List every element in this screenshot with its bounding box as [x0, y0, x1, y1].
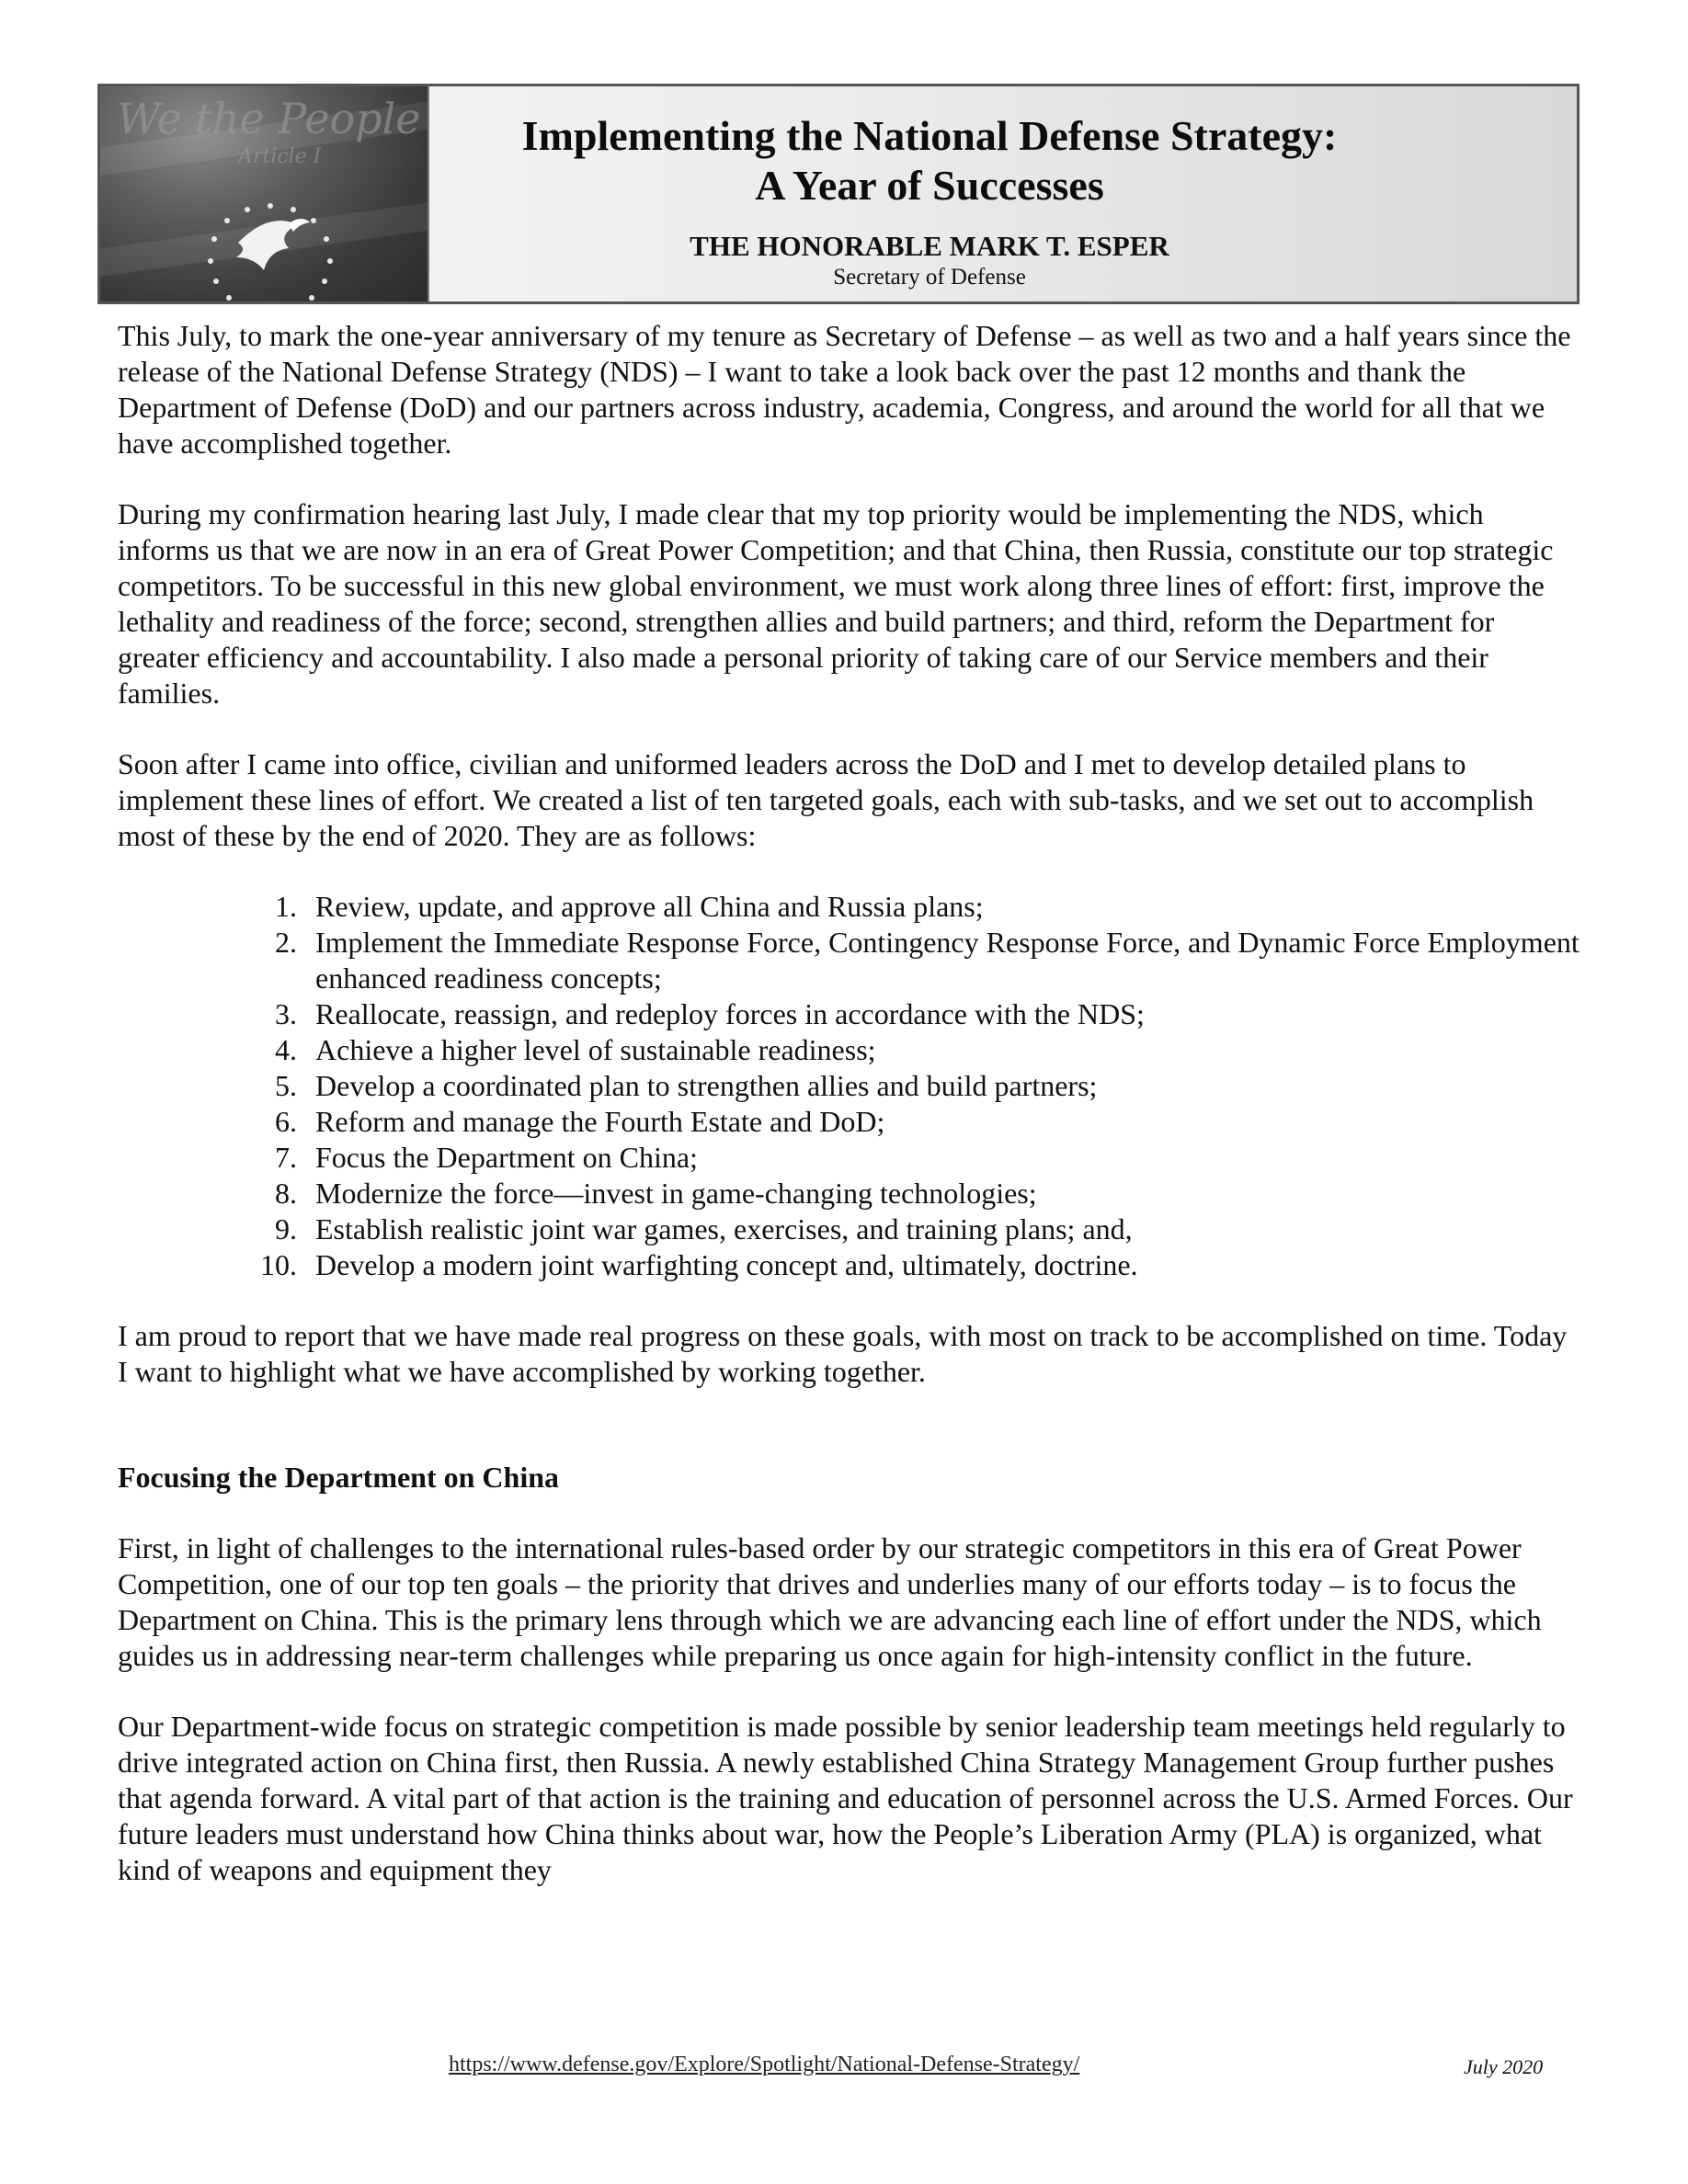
- list-item-text: Establish realistic joint war games, exercises, and training plans; and,: [315, 1212, 1133, 1246]
- author-role: Secretary of Defense: [833, 265, 1026, 290]
- list-item: [118, 1068, 1580, 1104]
- paragraph-progress: I am proud to report that we have made real progress on these goals, with most on track to be accomplished on time. Today I want to highlight what we have accomplished by working together.: [118, 1319, 1568, 1388]
- list-item-number: 4.: [275, 1033, 297, 1066]
- section-heading: Focusing the Department on China: [118, 1461, 560, 1494]
- list-item-number: 2.: [275, 926, 297, 959]
- list-item-text: Modernize the force—invest in game-changing technologies;: [315, 1177, 1037, 1210]
- list-item-text: Focus the Department on China;: [315, 1141, 698, 1174]
- page-footer: [0, 2053, 1688, 2080]
- document-body: [118, 318, 1580, 1888]
- list-item-text: Develop a modern joint warfighting concept and, ultimately, doctrine.: [315, 1248, 1138, 1281]
- list-item-number: 8.: [275, 1177, 297, 1210]
- document-title-line1: Implementing the National Defense Strategy:: [521, 112, 1338, 159]
- list-item-text: Develop a coordinated plan to strengthen allies and build partners;: [315, 1069, 1098, 1102]
- list-item: [118, 925, 1580, 996]
- list-item-number: 1.: [275, 890, 297, 923]
- list-item: [118, 1140, 1580, 1176]
- paragraph-intro: This July, to mark the one-year anniversary of my tenure as Secretary of Defense – as well as two and a half years since the release of the National Defense Strategy (NDS) – I want to take a look back over the past 12 months and thank the Department of Defense (DoD) and our partners across industry, academia, Congress, and around the world for all that we have accomplished together.: [118, 319, 1571, 460]
- list-item: [118, 1211, 1580, 1247]
- header-text-block: [429, 86, 1577, 301]
- constitution-article-text: Article I: [238, 145, 322, 168]
- list-item-text: Review, update, and approve all China and Russia plans;: [315, 890, 984, 923]
- footer-link[interactable]: https://www.defense.gov/Explore/Spotlight/National-Defense-Strategy/: [449, 2053, 1080, 2076]
- list-item-text: Reallocate, reassign, and redeploy forces in accordance with the NDS;: [315, 997, 1145, 1030]
- list-item-text: Reform and manage the Fourth Estate and DoD;: [315, 1105, 885, 1138]
- paragraph-strategic-competition: Our Department-wide focus on strategic competition is made possible by senior leadership team meetings held regularly to drive integrated action on China first, then Russia. A newly established China Strategy Management Group further pushes that agenda forward. A vital part of that action is the training and education of personnel across the U.S. Armed Forces. Our future leaders must understand how China thinks about war, how the People’s Liberation Army (PLA) is organized, what kind of weapons and equipment they: [118, 1710, 1573, 1886]
- list-item-number: 10.: [260, 1248, 297, 1281]
- list-item: [118, 1176, 1580, 1211]
- document-header: [97, 84, 1580, 304]
- list-item-text: Achieve a higher level of sustainable readiness;: [315, 1033, 876, 1066]
- goals-list: [118, 889, 1580, 1283]
- list-item-number: 6.: [275, 1105, 297, 1138]
- paragraph-confirmation: During my confirmation hearing last July, I made clear that my top priority would be implementing the NDS, which informs us that we are now in an era of Great Power Competition; and that China, then Russia, constitute our top strategic competitors. To be successful in this new global environment, we must work along three lines of effort: first, improve the lethality and readiness of the force; second, strengthen allies and build partners; and third, reform the Department for greater efficiency and accountability. I also made a personal priority of taking care of our Service members and their families.: [118, 497, 1554, 710]
- paragraph-plans: Soon after I came into office, civilian and uniformed leaders across the DoD and I met to develop detailed plans to implement these lines of effort. We created a list of ten targeted goals, each with sub-tasks, and we set out to accomplish most of these by the end of 2020. They are as follows:: [118, 747, 1534, 852]
- list-item-number: 3.: [275, 997, 297, 1030]
- document-title-line2: A Year of Successes: [755, 162, 1104, 209]
- eagle-seal-icon: [100, 86, 428, 301]
- footer-date: July 2020: [1464, 2055, 1544, 2078]
- paragraph-china-focus: First, in light of challenges to the international rules-based order by our strategic competitors in this era of Great Power Competition, one of our top ten goals – the priority that drives and underlies many of our efforts today – is to focus the Department on China. This is the primary lens through which we are advancing each line of effort under the NDS, which guides us in addressing near-term challenges while preparing us once again for high-intensity conflict in the future.: [118, 1531, 1542, 1672]
- list-item: [118, 1032, 1580, 1068]
- list-item: [118, 889, 1580, 925]
- list-item-number: 9.: [275, 1212, 297, 1246]
- list-item-number: 5.: [275, 1069, 297, 1102]
- list-item: [118, 1104, 1580, 1140]
- author-name: THE HONORABLE MARK T. ESPER: [690, 230, 1169, 262]
- list-item: [118, 996, 1580, 1032]
- list-item: [118, 1247, 1580, 1283]
- list-item-number: 7.: [275, 1141, 297, 1174]
- header-flag-eagle-image: [100, 86, 429, 301]
- list-item-text: Implement the Immediate Response Force, Contingency Response Force, and Dynamic Force Employment enhanced readiness concepts;: [315, 926, 1580, 995]
- constitution-script-text: We the People: [117, 94, 421, 143]
